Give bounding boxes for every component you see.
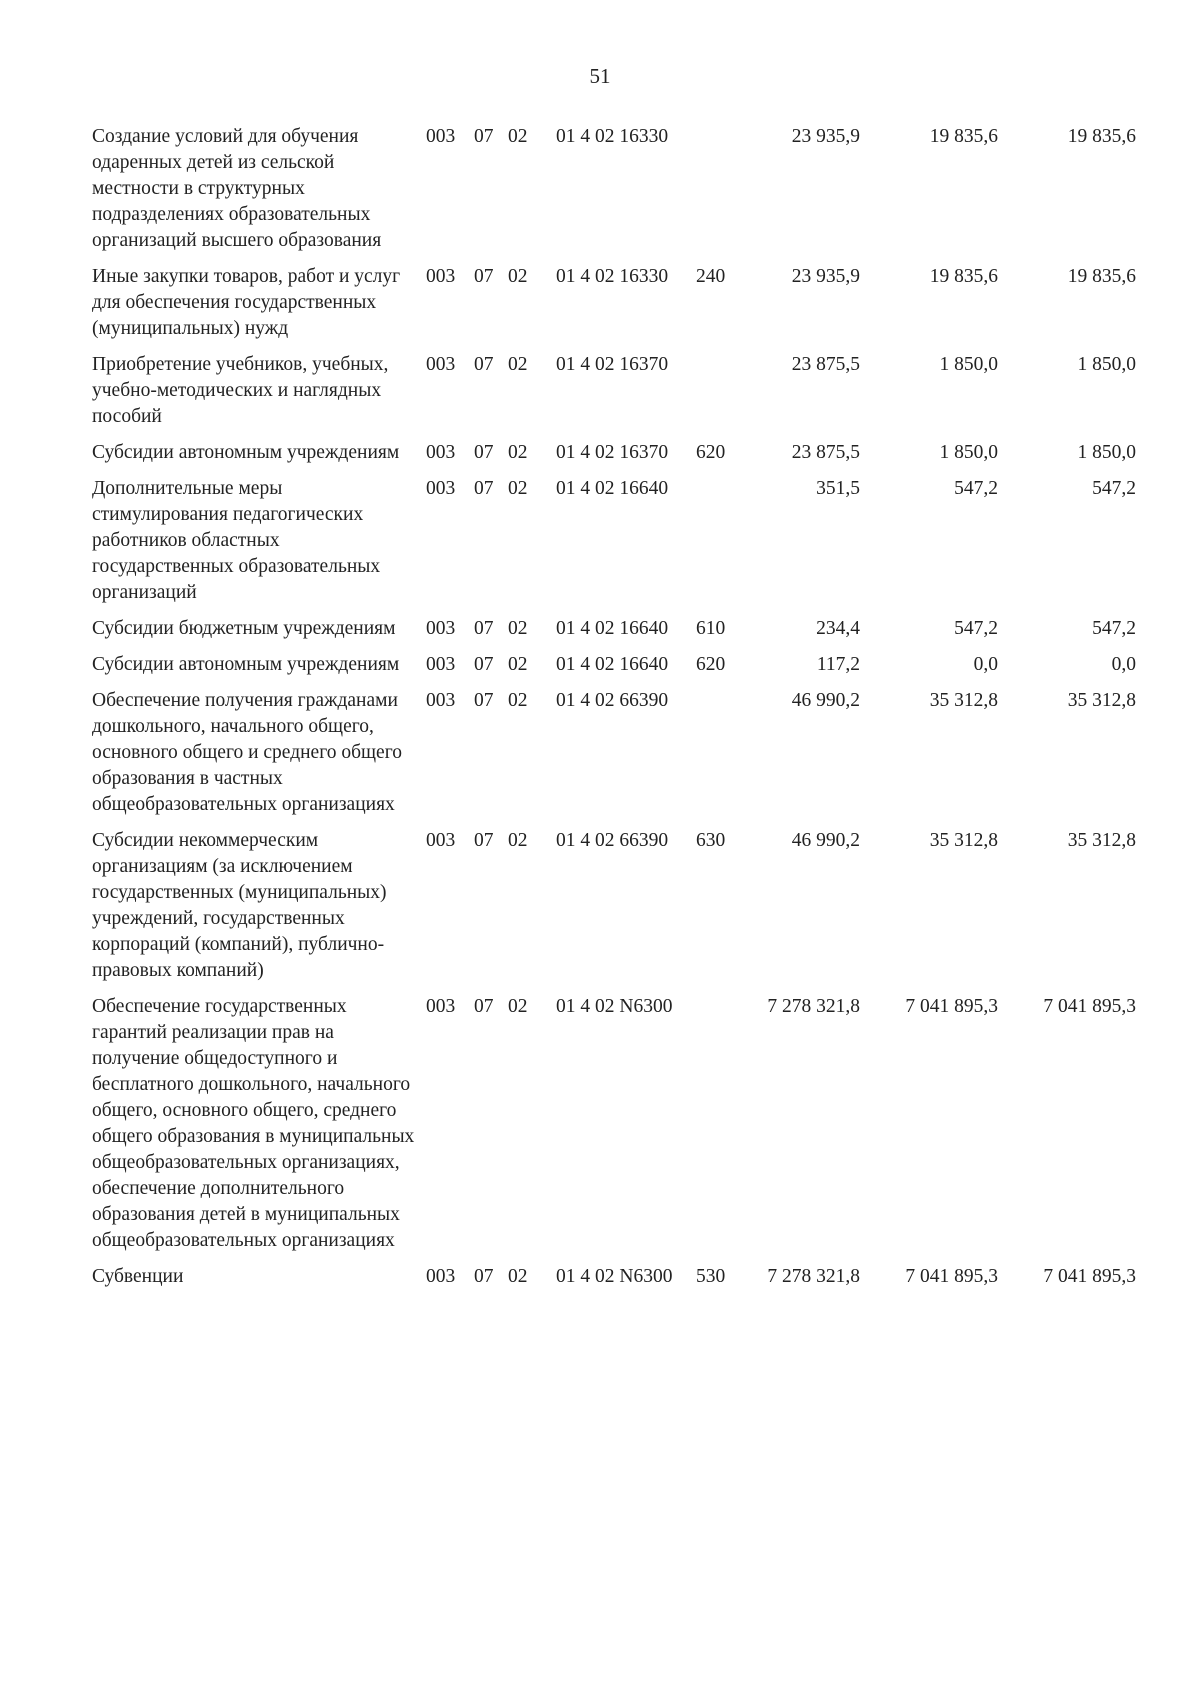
cell-csr: 01 4 02 16640 — [556, 654, 669, 675]
cell-csr: 01 4 02 16330 — [556, 266, 669, 287]
table-row — [92, 264, 1136, 352]
table-row — [92, 652, 1136, 688]
cell-vr: 630 — [696, 830, 726, 851]
cell-y1: 23 935,9 — [791, 126, 860, 147]
cell-sub: 02 — [508, 996, 528, 1017]
cell-sub: 02 — [508, 354, 528, 375]
cell-y3: 35 312,8 — [1067, 690, 1136, 711]
cell-sec: 07 — [474, 830, 494, 851]
cell-sec: 07 — [474, 442, 494, 463]
cell-sec: 07 — [474, 478, 494, 499]
cell-name: Приобретение учебников, учебных, учебно-методических и наглядных пособий — [92, 354, 389, 427]
cell-vr — [696, 352, 740, 440]
cell-y2: 19 835,6 — [929, 126, 998, 147]
cell-sec: 07 — [474, 654, 494, 675]
cell-y1: 23 875,5 — [791, 354, 860, 375]
cell-csr: 01 4 02 66390 — [556, 830, 669, 851]
cell-csr: 01 4 02 16370 — [556, 442, 669, 463]
cell-csr: 01 4 02 66390 — [556, 690, 669, 711]
cell-y1: 23 935,9 — [791, 266, 860, 287]
cell-y3: 19 835,6 — [1067, 126, 1136, 147]
table-row — [92, 440, 1136, 476]
cell-adm: 003 — [426, 1266, 456, 1287]
cell-adm: 003 — [426, 478, 456, 499]
cell-y1: 117,2 — [816, 654, 860, 675]
cell-y3: 19 835,6 — [1067, 266, 1136, 287]
cell-y2: 35 312,8 — [929, 830, 998, 851]
cell-y3: 547,2 — [1092, 618, 1136, 639]
cell-vr: 530 — [696, 1266, 726, 1287]
cell-y1: 23 875,5 — [791, 442, 860, 463]
cell-y2: 19 835,6 — [929, 266, 998, 287]
cell-sub: 02 — [508, 126, 528, 147]
cell-y2: 35 312,8 — [929, 690, 998, 711]
cell-sec: 07 — [474, 1266, 494, 1287]
cell-y3: 35 312,8 — [1067, 830, 1136, 851]
budget-table-body — [92, 124, 1136, 1300]
cell-y1: 7 278 321,8 — [767, 1266, 860, 1287]
cell-y3: 1 850,0 — [1077, 354, 1136, 375]
cell-adm: 003 — [426, 690, 456, 711]
cell-vr — [696, 124, 740, 264]
cell-sec: 07 — [474, 126, 494, 147]
cell-name: Субвенции — [92, 1266, 184, 1287]
table-row — [92, 1264, 1136, 1300]
cell-sec: 07 — [474, 690, 494, 711]
cell-sub: 02 — [508, 442, 528, 463]
cell-adm: 003 — [426, 266, 456, 287]
cell-vr — [696, 688, 740, 828]
cell-adm: 003 — [426, 442, 456, 463]
page-number: 51 — [589, 64, 611, 88]
cell-csr: 01 4 02 16370 — [556, 354, 669, 375]
cell-y2: 0,0 — [973, 654, 998, 675]
budget-table — [92, 124, 1136, 1300]
cell-y1: 7 278 321,8 — [767, 996, 860, 1017]
cell-y3: 547,2 — [1092, 478, 1136, 499]
cell-name: Субсидии автономным учреждениям — [92, 442, 400, 463]
cell-sec: 07 — [474, 618, 494, 639]
cell-vr — [696, 994, 740, 1264]
cell-y3: 1 850,0 — [1077, 442, 1136, 463]
cell-vr: 610 — [696, 618, 726, 639]
cell-sec: 07 — [474, 354, 494, 375]
cell-csr: 01 4 02 N6300 — [556, 996, 673, 1017]
cell-sub: 02 — [508, 618, 528, 639]
cell-sub: 02 — [508, 830, 528, 851]
cell-y2: 547,2 — [954, 478, 998, 499]
table-row — [92, 352, 1136, 440]
cell-adm: 003 — [426, 996, 456, 1017]
cell-name: Обеспечение получения гражданами дошкольного, начального общего, основного общего и среднего общего образования в частных общеобразовательных организациях — [92, 690, 402, 815]
cell-name: Иные закупки товаров, работ и услуг для обеспечения государственных (муниципальных) нужд — [92, 266, 401, 339]
table-row — [92, 616, 1136, 652]
cell-sub: 02 — [508, 654, 528, 675]
cell-y1: 46 990,2 — [791, 830, 860, 851]
cell-y2: 7 041 895,3 — [905, 1266, 998, 1287]
cell-y1: 351,5 — [816, 478, 860, 499]
table-row — [92, 476, 1136, 616]
cell-vr — [696, 476, 740, 616]
table-row — [92, 828, 1136, 994]
cell-y2: 7 041 895,3 — [905, 996, 998, 1017]
cell-name: Субсидии автономным учреждениям — [92, 654, 400, 675]
cell-csr: 01 4 02 16640 — [556, 618, 669, 639]
cell-sub: 02 — [508, 266, 528, 287]
cell-name: Дополнительные меры стимулирования педагогических работников областных государственных образовательных организаций — [92, 478, 381, 603]
cell-y1: 46 990,2 — [791, 690, 860, 711]
cell-sub: 02 — [508, 478, 528, 499]
cell-y1: 234,4 — [816, 618, 860, 639]
table-row — [92, 994, 1136, 1264]
cell-sec: 07 — [474, 266, 494, 287]
cell-sub: 02 — [508, 690, 528, 711]
cell-vr: 240 — [696, 266, 726, 287]
cell-name: Создание условий для обучения одаренных детей из сельской местности в структурных подразделениях образовательных организаций высшего образования — [92, 126, 382, 251]
cell-adm: 003 — [426, 654, 456, 675]
cell-vr: 620 — [696, 654, 726, 675]
cell-csr: 01 4 02 16640 — [556, 478, 669, 499]
cell-sec: 07 — [474, 996, 494, 1017]
cell-sub: 02 — [508, 1266, 528, 1287]
table-row — [92, 124, 1136, 264]
cell-vr: 620 — [696, 442, 726, 463]
cell-adm: 003 — [426, 618, 456, 639]
cell-y3: 0,0 — [1111, 654, 1136, 675]
cell-csr: 01 4 02 N6300 — [556, 1266, 673, 1287]
cell-y2: 1 850,0 — [939, 442, 998, 463]
cell-y3: 7 041 895,3 — [1043, 996, 1136, 1017]
cell-y2: 547,2 — [954, 618, 998, 639]
cell-y3: 7 041 895,3 — [1043, 1266, 1136, 1287]
cell-adm: 003 — [426, 126, 456, 147]
cell-name: Субсидии некоммерческим организациям (за исключением государственных (муниципальных) учреждений, государственных корпораций (компаний), публично-правовых компаний) — [92, 830, 387, 981]
table-row — [92, 688, 1136, 828]
cell-name: Субсидии бюджетным учреждениям — [92, 618, 396, 639]
cell-csr: 01 4 02 16330 — [556, 126, 669, 147]
cell-adm: 003 — [426, 354, 456, 375]
cell-y2: 1 850,0 — [939, 354, 998, 375]
cell-adm: 003 — [426, 830, 456, 851]
cell-name: Обеспечение государственных гарантий реализации прав на получение общедоступного и бесплатного дошкольного, начального общего, основного общего, среднего общего образования в муниципальных общеобразовательных организациях, обеспечение дополнительного образования детей в муниципальных общеобразовательных организациях — [92, 996, 415, 1251]
